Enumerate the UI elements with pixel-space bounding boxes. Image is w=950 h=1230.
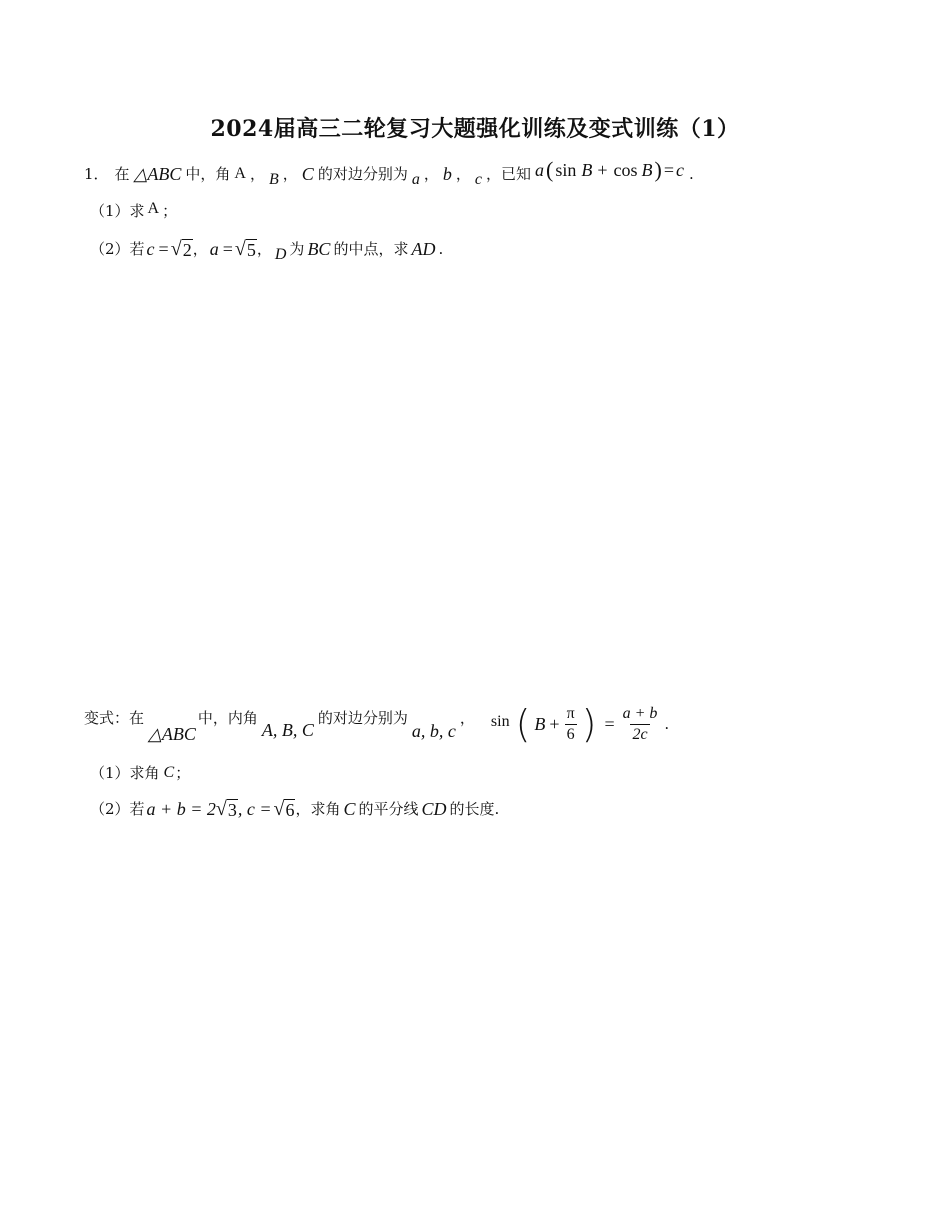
pi-over-6: $\frac{\pi}{6}$ bbox=[566, 704, 575, 743]
angle-a: A bbox=[234, 165, 246, 182]
text: ， bbox=[192, 240, 208, 258]
text: ； bbox=[162, 202, 178, 220]
variant-statement: 变式：在 △ABC 中，内角 A, B, C 的对边分别为 a, b, c ， sin ( B + $\frac{\pi}{6}$ ) = $\frac{a + b}{2c}$ . bbox=[84, 702, 670, 746]
text: 中，内角 bbox=[197, 709, 258, 727]
problem-1-part-2: （2）若 c = √ 2 ， a = √ 5 ， D 为 BC 的中点，求 AD . bbox=[90, 235, 443, 263]
side-b: b bbox=[442, 164, 452, 184]
variant-part-2: （2）若 a + b = 2 √ 3 , c = √ 6 ，求角 C 的平分线 CD 的长度. bbox=[90, 795, 499, 823]
text: 的长度. bbox=[449, 800, 500, 818]
sqrt-6: √ 6 bbox=[273, 797, 295, 820]
text: （1）求 bbox=[90, 202, 145, 220]
text: 中，角 bbox=[185, 165, 231, 183]
problem-1-statement bbox=[84, 157, 694, 188]
page-title: 2024届高三二轮复习大题强化训练及变式训练（1） bbox=[210, 116, 740, 142]
text: 的平分线 bbox=[358, 800, 419, 818]
sqrt-2: √ 2 bbox=[170, 237, 192, 260]
angle-c: C bbox=[301, 164, 314, 184]
triangle-abc: △ABC bbox=[148, 724, 196, 744]
condition-formula: sin ( B + $\frac{\pi}{6}$ ) = $\frac{a + b}{2c}$ . bbox=[490, 702, 670, 746]
sqrt-3: √ 3 bbox=[215, 797, 237, 820]
text: 变式：在 bbox=[84, 709, 145, 727]
triangle-abc: △ABC bbox=[133, 164, 182, 184]
text: . bbox=[688, 165, 694, 183]
text: ， bbox=[423, 165, 439, 183]
text: ，已知 bbox=[485, 165, 531, 183]
sqrt-5: √ 5 bbox=[234, 237, 256, 260]
text: ， bbox=[249, 165, 265, 183]
text: ， bbox=[256, 240, 272, 258]
condition-formula: a ( sin B + cos B ) = c bbox=[534, 157, 684, 182]
text: . bbox=[438, 240, 444, 258]
side-a: a bbox=[411, 171, 420, 188]
fraction-a-plus-b-over-2c: $\frac{a + b}{2c}$ bbox=[622, 704, 658, 743]
text: ， bbox=[282, 165, 298, 183]
problem-1-part-1 bbox=[90, 197, 177, 225]
text: ， bbox=[455, 165, 471, 183]
text: （2）若 bbox=[90, 240, 145, 258]
text: 为 bbox=[289, 240, 305, 258]
text: 的中点，求 bbox=[333, 240, 409, 258]
angle-b: B bbox=[269, 171, 279, 188]
side-c: c bbox=[474, 171, 482, 188]
problem-number: 1． bbox=[84, 165, 109, 183]
angle-a: A bbox=[147, 200, 160, 217]
text: ； bbox=[175, 764, 191, 782]
text: ， bbox=[459, 709, 475, 727]
variant-part-1: （1）求角 C ； bbox=[90, 759, 190, 787]
text: （1）求角 bbox=[90, 764, 160, 782]
text: ，求角 bbox=[295, 800, 341, 818]
text: （2）若 bbox=[90, 800, 145, 818]
text: 的对边分别为 bbox=[317, 165, 408, 183]
text: 在 bbox=[114, 165, 130, 183]
text: 的对边分别为 bbox=[317, 709, 408, 727]
